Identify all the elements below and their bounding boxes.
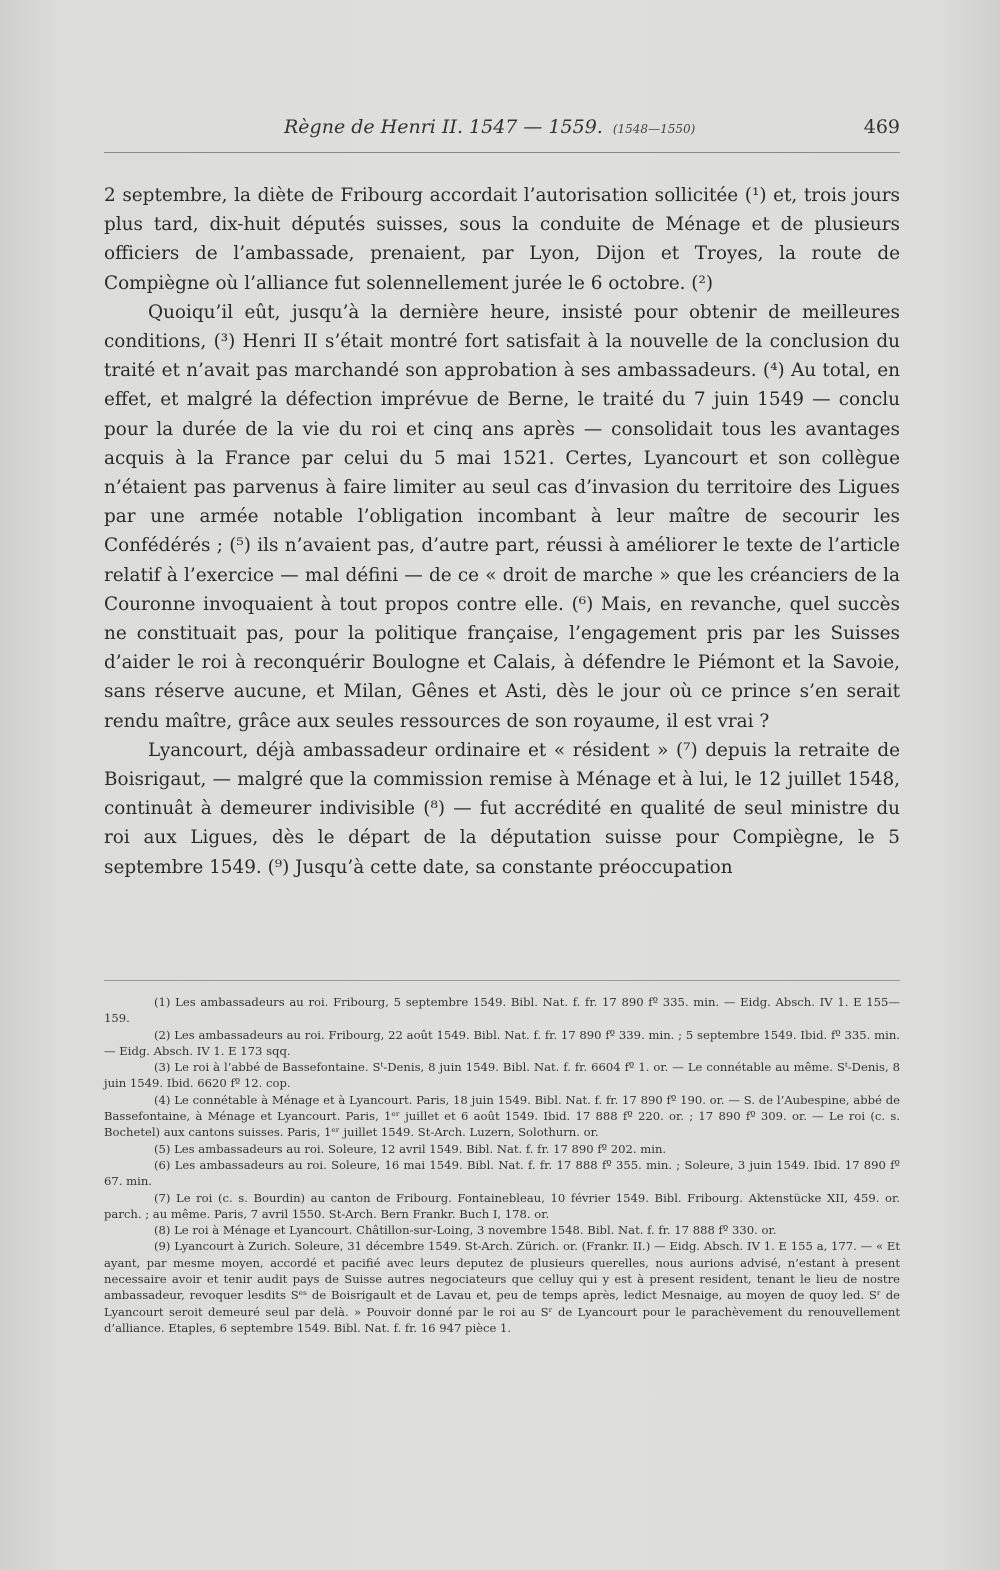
- footnote: (5) Les ambassadeurs au roi. Soleure, 12 avril 1549. Bibl. Nat. f. fr. 17 890 fº 202. min.: [154, 1141, 667, 1156]
- footnote: (8) Le roi à Ménage et Lyancourt. Châtillon-sur-Loing, 3 novembre 1548. Bibl. Nat. f. fr. 17 888 fº 330. or.: [154, 1223, 777, 1238]
- header-rule: [104, 152, 900, 153]
- paragraph: Quoiqu’il eût, jusqu’à la dernière heure, insisté pour obtenir de meilleures conditions, (³) Henri II s’était montré fort satisfait à la nouvelle de la conclusion du traité et n’avait pas marchandé son approbation à ses ambassadeurs. (⁴) Au total, en effet, et malgré la défection imprévue de Berne, le traité du 7 juin 1549 — conclu pour la durée de la vie du roi et cinq ans après — consolidait tous les avantages acquis à la France par celui du 5 mai 1521. Certes, Lyancourt et son collègue n’étaient pas parvenus à faire limiter au seul cas d’invasion du territoire des Ligues par une armée notable l’obligation incombant à leur maître de secourir les Confédérés ; (⁵) ils n’avaient pas, d’autre part, réussi à améliorer le texte de l’article relatif à l’exercice — mal défini — de ce « droit de marche » que les créanciers de la Couronne invoquaient à tout propos contre elle. (⁶) Mais, en revanche, quel succès ne constituait pas, pour la politique française, l’engagement pris par les Suisses d’aider le roi à reconquérir Boulogne et Calais, à défendre le Piémont et la Savoie, sans réserve aucune, et Milan, Gênes et Asti, dès le jour où ce prince s’en serait rendu maître, grâce aux seules ressources de son royaume, il est vrai ?: [104, 301, 900, 732]
- footnote-rule: [104, 980, 900, 981]
- footnote: (3) Le roi à l’abbé de Bassefontaine. Sᵗ-Denis, 8 juin 1549. Bibl. Nat. f. fr. 6604 fº 1. or. — Le connétable au même. Sᵗ-Denis, 8 juin 1549. Ibid. 6620 fº 12. cop.: [104, 1060, 900, 1091]
- page-number: 469: [863, 116, 900, 138]
- running-header: [104, 116, 900, 146]
- paragraph: 2 septembre, la diète de Fribourg accordait l’autorisation sollicitée (¹) et, trois jours plus tard, dix-huit députés suisses, sous la conduite de Ménage et de plusieurs officiers de l’ambassade, prenaient, par Lyon, Dijon et Troyes, la route de Compiègne où l’alliance fut solennellement jurée le 6 octobre. (²): [104, 185, 900, 294]
- footnote: (1) Les ambassadeurs au roi. Fribourg, 5 septembre 1549. Bibl. Nat. f. fr. 17 890 fº 335. min. — Eidg. Absch. IV 1. E 155—159.: [104, 995, 900, 1026]
- footnote: (7) Le roi (c. s. Bourdin) au canton de Fribourg. Fontainebleau, 10 février 1549. Bibl. Fribourg. Aktenstücke XII, 459. or. parch. ; au même. Paris, 7 avril 1550. St-Arch. Bern Frankr. Buch I, 178. or.: [104, 1190, 900, 1221]
- footnotes: [104, 994, 900, 1336]
- footnote: (4) Le connétable à Ménage et à Lyancourt. Paris, 18 juin 1549. Bibl. Nat. f. fr. 17 890 fº 190. or. — S. de l’Aubespine, abbé de Bassefontaine, à Ménage et Lyancourt. Paris, 1ᵉʳ juillet et 6 août 1549. Ibid. 17 888 fº 220. or. ; 17 890 fº 309. or. — Le roi (c. s. Bochetel) aux cantons suisses. Paris, 1ᵉʳ juillet 1549. St-Arch. Luzern, Solothurn. or.: [104, 1092, 900, 1140]
- main-text: [104, 181, 900, 882]
- footnote: (6) Les ambassadeurs au roi. Soleure, 16 mai 1549. Bibl. Nat. f. fr. 17 888 fº 355. min. ; Soleure, 3 juin 1549. Ibid. 17 890 fº 67. min.: [104, 1157, 900, 1189]
- footnote: (9) Lyancourt à Zurich. Soleure, 31 décembre 1549. St-Arch. Zürich. or. (Frankr. II.) — Eidg. Absch. IV 1. E 155 a, 177. — « Et ayant, par mesme moyen, accordé et pacifié avec leurs deputez de plusieurs querelles, nous aurions advisé, n’estant à present necessaire avoir et tenir audit pays de Suisse autres negociateurs que celluy qui y est à present resident, tenant le lieu de nostre ambassadeur, revoquer lesdits Sᵉˢ de Boisrigault et de Lavau et, peu de temps après, ledict Mesnaige, au moyen de quoy led. Sʳ de Lyancourt seroit demeuré seul par delà. » Pouvoir donné par le roi au Sʳ de Lyancourt pour le parachèvement du renouvellement d’alliance. Etaples, 6 septembre 1549. Bibl. Nat. f. fr. 16 947 pièce 1.: [104, 1239, 900, 1335]
- running-title: Règne de Henri II. 1547 — 1559. (1548—1550): [284, 116, 696, 138]
- running-dates: (1548—1550): [612, 122, 696, 136]
- paragraph: Lyancourt, déjà ambassadeur ordinaire et « résident » (⁷) depuis la retraite de Boisrigaut, — malgré que la commission remise à Ménage et à lui, le 12 juillet 1548, continuât à demeurer indivisible (⁸) — fut accrédité en qualité de seul ministre du roi aux Ligues, dès le départ de la députation suisse pour Compiègne, le 5 septembre 1549. (⁹) Jusqu’à cette date, sa constante préoccupation: [104, 739, 900, 878]
- footnote: (2) Les ambassadeurs au roi. Fribourg, 22 août 1549. Bibl. Nat. f. fr. 17 890 fº 339. min. ; 5 septembre 1549. Ibid. fº 335. min. — Eidg. Absch. IV 1. E 173 sqq.: [104, 1027, 900, 1058]
